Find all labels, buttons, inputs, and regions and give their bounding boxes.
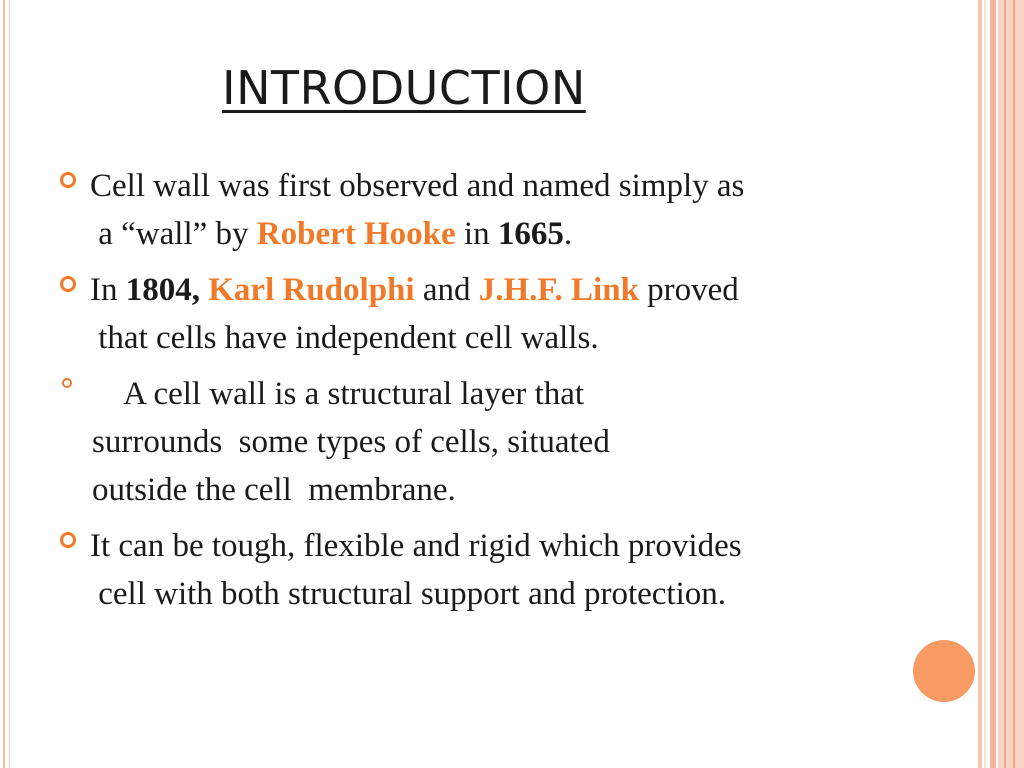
bullet-circle-icon — [62, 378, 72, 388]
right-stripe — [978, 0, 982, 768]
text: in — [455, 216, 498, 252]
bullet-line — [90, 266, 739, 314]
right-stripe — [984, 0, 986, 768]
text: A cell wall is a structural layer that — [92, 376, 585, 412]
bullet-circle-icon — [60, 276, 76, 292]
bullet-line — [90, 522, 742, 570]
left-border-line — [3, 0, 5, 768]
text: . — [563, 216, 573, 252]
text: cell with both structural support and protection. — [90, 576, 727, 612]
bullet-line — [90, 210, 572, 258]
highlighted-name: Robert Hooke — [256, 216, 456, 252]
bullet-line — [90, 570, 726, 618]
slide-title: INTRODUCTION — [222, 61, 586, 115]
right-stripe — [1004, 0, 1006, 768]
text: surrounds some types of cells, situated — [92, 424, 610, 460]
text: that cells have independent cell walls. — [90, 320, 599, 356]
bullet-line — [92, 466, 456, 514]
text: and — [414, 272, 479, 308]
decorative-circle — [913, 640, 975, 702]
left-border-line-inner — [9, 0, 10, 768]
bullet-line — [90, 314, 599, 362]
right-stripe — [990, 0, 996, 768]
bullet-circle-icon — [60, 532, 76, 548]
text: Cell wall was first observed and named simply as — [90, 168, 745, 204]
bullet-line — [92, 418, 610, 466]
text: proved — [638, 272, 739, 308]
bullet-line — [92, 370, 584, 418]
text: outside the cell membrane. — [92, 472, 456, 508]
bold-year: 1804, — [125, 272, 200, 308]
text: It can be tough, flexible and rigid which provides — [90, 528, 742, 564]
highlighted-name: J.H.F. Link — [478, 272, 639, 308]
text — [200, 272, 208, 308]
text: a “wall” by — [90, 216, 257, 252]
bold-year: 1665 — [497, 216, 564, 252]
right-stripe-band — [998, 0, 1024, 768]
bullet-circle-icon — [60, 172, 76, 188]
bullet-line — [90, 162, 744, 210]
right-stripe — [1013, 0, 1015, 768]
text: In — [90, 272, 126, 308]
highlighted-name: Karl Rudolphi — [208, 272, 415, 308]
